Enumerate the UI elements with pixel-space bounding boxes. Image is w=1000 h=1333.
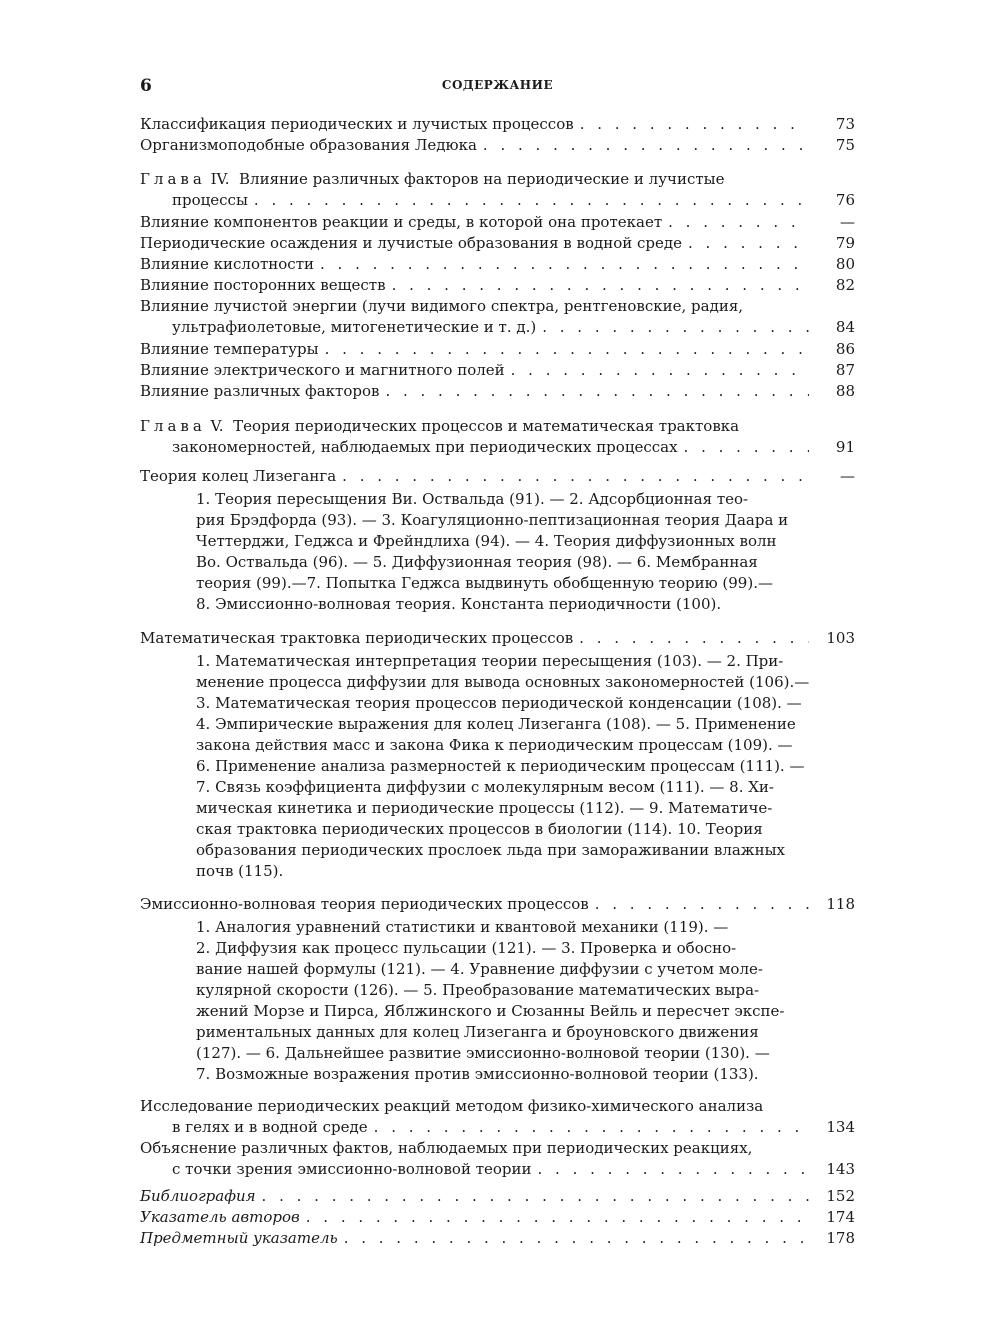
page-ref: 88 — [835, 382, 855, 400]
page-ref: 134 — [826, 1118, 855, 1136]
page-ref: 80 — [835, 255, 855, 273]
page-ref: 84 — [835, 318, 855, 336]
toc-entry[interactable]: Влияние различных факторов . . . 88 — [140, 381, 855, 402]
page-ref: 86 — [835, 340, 855, 358]
toc-entry-subject-index[interactable]: Предметный указатель . . . 178 — [140, 1228, 855, 1249]
toc-entry[interactable]: Влияние посторонних веществ . . . 82 — [140, 275, 855, 296]
page-ref: 73 — [835, 115, 855, 133]
page-ref: 91 — [835, 438, 855, 456]
toc-entry[interactable]: Теория колец Лизеганга . . . — — [140, 466, 855, 487]
toc-entry[interactable]: Классификация периодических и лучистых процессов . . . 73 — [140, 114, 855, 135]
toc-entry[interactable]: Влияние кислотности . . . 80 — [140, 254, 855, 275]
page-ref: 174 — [826, 1208, 855, 1226]
chapter-number: IV. — [210, 170, 230, 188]
page-ref: 143 — [826, 1160, 855, 1178]
page-ref: — — [840, 213, 855, 231]
chapter-label: Глава — [140, 170, 206, 188]
toc-entry[interactable]: Исследование периодических реакций методом физико-химического анализа в гелях и в водной среде . . . 134 — [140, 1096, 855, 1138]
toc-entry-bibliography[interactable]: Библиография . . . 152 — [140, 1186, 855, 1207]
page-ref: — — [840, 467, 855, 485]
page-header — [140, 76, 855, 96]
page-ref: 118 — [826, 895, 855, 913]
toc-entry[interactable]: Эмиссионно-волновая теория периодических процессов . . . 118 — [140, 894, 855, 915]
toc-entry[interactable]: Влияние компонентов реакции и среды, в которой она протекает . . . — — [140, 212, 855, 233]
section-contents: 1. Аналогия уравнений статистики и квантовой механики (119). — 2. Диффузия как процесс пульсации (121). — 3. Проверка и обосно- вание нашей формулы (121). — 4. Уравнение диффузии с учетом моле- кулярной скорости (126). — 5. Преобразование математических выра- жений Морзе и Пирса, Яблжинского и Сюзанны Вейль и пересчет экспе- риментальных данных для колец Лизеганга и броуновского движения (127). — 6. Дальнейшее развитие эмиссионно-волновой теории (130). — 7. Возможные возражения против эмиссионно-волновой теории (133). — [196, 918, 785, 1083]
toc-entry[interactable]: Организмоподобные образования Ледюка . . . 75 — [140, 135, 855, 156]
section-contents: 1. Теория пересыщения Ви. Оствальда (91). — 2. Адсорбционная тео- рия Брэдфорда (93). — 3. Коагуляционно-пептизационная теория Даара и Четтерджи, Геджса и Фрейндлиха (94). — 4. Теория диффузионных волн Во. Оствальда (96). — 5. Диффузионная теория (98). — 6. Мембранная теория (99).—7. Попытка Геджса выдвинуть обобщенную теорию (99).— 8. Эмиссионно-волновая теория. Константа периодичности (100). — [196, 490, 789, 613]
toc-entry[interactable]: Периодические осаждения и лучистые образования в водной среде . . . 79 — [140, 233, 855, 254]
section-contents: 1. Математическая интерпретация теории пересыщения (103). — 2. При- менение процесса диффузии для вывода основных закономерностей (106).— 3. Математическая теория процессов периодической конденсации (108). — 4. Эмпирические выражения для колец Лизеганга (108). — 5. Применение закона действия масс и закона Фика к периодическим процессам (109). — 6. Применение анализа размерностей к периодическим процессам (111). — 7. Связь коэффициента диффузии с молекулярным весом (111). — 8. Хи- мическая кинетика и периодические процессы (112). — 9. Математиче- ская трактовка периодических процессов в биологии (114). 10. Теория образования периодических прослоек льда при замораживании влажных почв (115). — [196, 652, 810, 880]
page-ref: 79 — [835, 234, 855, 252]
toc-entry[interactable]: Математическая трактовка периодических процессов . . . 103 — [140, 628, 855, 649]
chapter-heading[interactable]: Глава IV. Влияние различных факторов на периодические и лучистые процессы . . . 76 — [140, 169, 855, 211]
toc-entry[interactable]: Объяснение различных фактов, наблюдаемых при периодических реакциях, с точки зрения эмиссионно-волновой теории . . . 143 — [140, 1138, 855, 1180]
chapter-heading[interactable]: Глава V. Теория периодических процессов и математическая трактовка закономерностей, наблюдаемых при периодических процессах . . . 91 — [140, 416, 855, 458]
toc-entry-author-index[interactable]: Указатель авторов . . . 174 — [140, 1207, 855, 1228]
page-ref: 75 — [835, 136, 855, 154]
running-head: СОДЕРЖАНИЕ — [441, 78, 554, 92]
page-ref: 82 — [835, 276, 855, 294]
toc-entry[interactable]: Влияние электрического и магнитного полей . . . 87 — [140, 360, 855, 381]
page-number: 6 — [140, 76, 152, 96]
chapter-label: Глава — [140, 417, 206, 435]
toc-entry[interactable]: Влияние температуры . . . 86 — [140, 339, 855, 360]
toc-entry[interactable]: Влияние лучистой энергии (лучи видимого спектра, рентгеновские, радия, ультрафиолетовые, митогенетические и т. д.) . . . 84 — [140, 296, 855, 338]
chapter-number: V. — [210, 417, 224, 435]
page-ref: 178 — [826, 1229, 855, 1247]
page-ref: 152 — [826, 1187, 855, 1205]
page-ref: 87 — [835, 361, 855, 379]
page-ref: 76 — [835, 191, 855, 209]
page-ref: 103 — [826, 629, 855, 647]
